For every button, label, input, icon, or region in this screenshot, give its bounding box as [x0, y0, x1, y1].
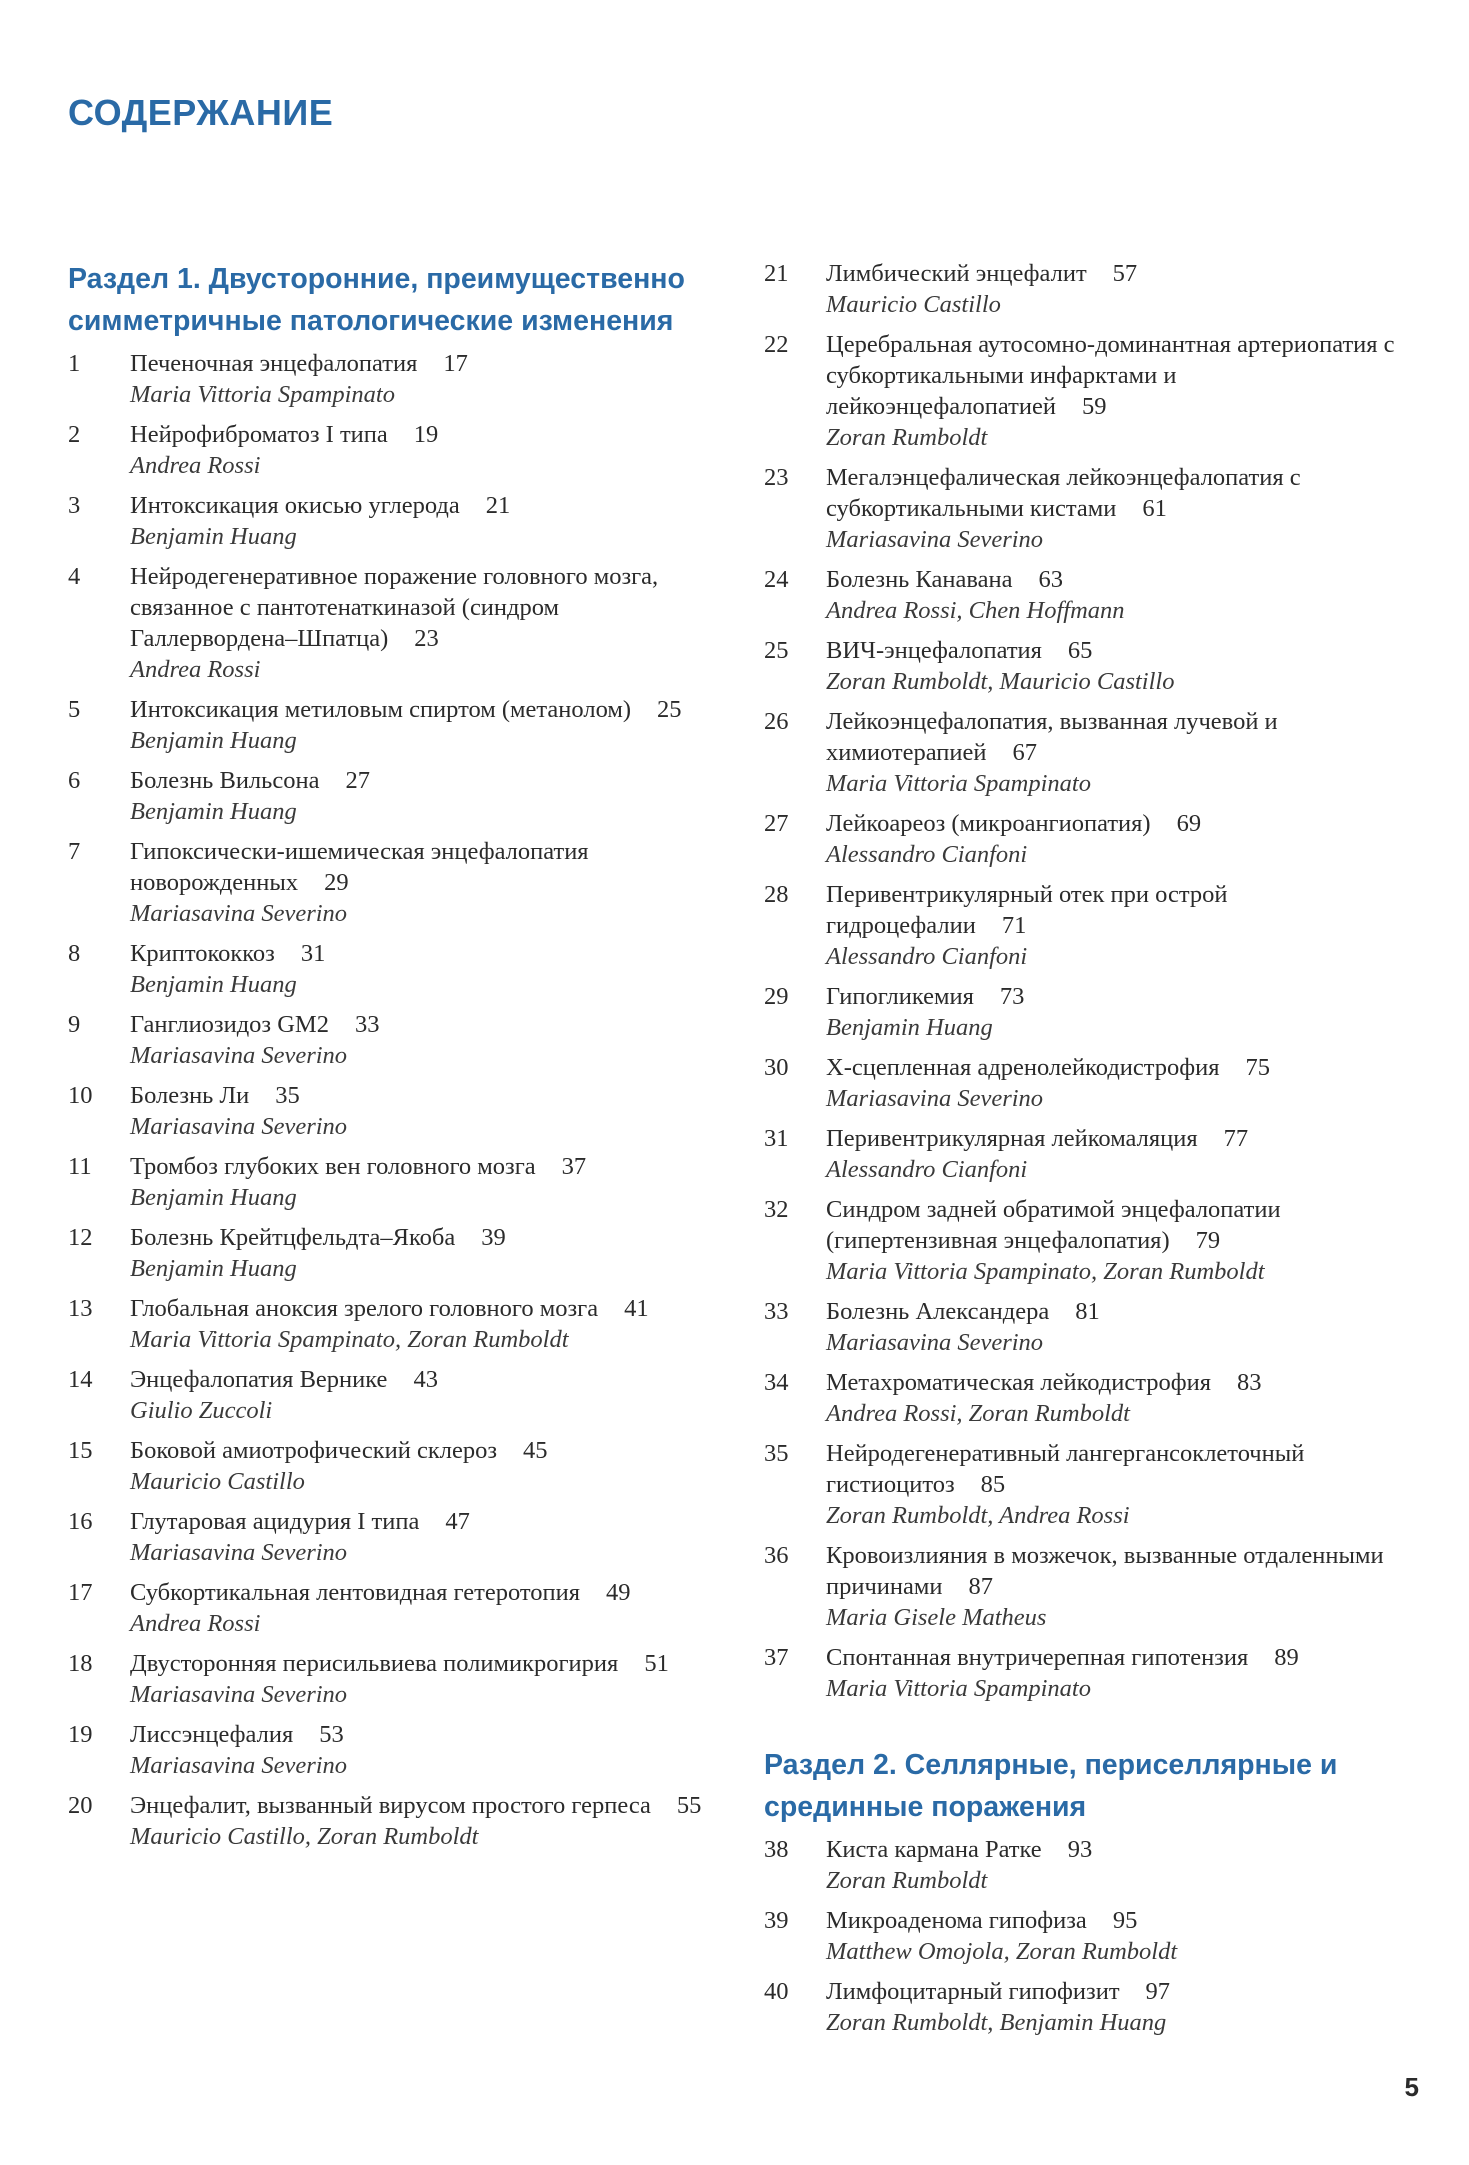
entry-body	[130, 419, 708, 481]
entry-title-line	[130, 1648, 708, 1679]
entry-page-number[interactable]: 63	[1038, 566, 1063, 593]
entry-number: 18	[68, 1650, 93, 1677]
entry-title-line	[826, 1194, 1404, 1256]
entry-number: 33	[764, 1298, 789, 1325]
entry-number: 11	[68, 1153, 92, 1180]
entry-number: 34	[764, 1369, 789, 1396]
entry-number: 35	[764, 1440, 789, 1467]
entry-number: 25	[764, 637, 789, 664]
entry-body	[130, 765, 708, 827]
section-heading: Раздел 2. Селлярные, периселлярные и срединные поражения	[764, 1749, 1338, 1823]
entry-page-number[interactable]: 97	[1145, 1978, 1171, 2005]
entry-number: 22	[764, 331, 789, 358]
entry-authors: Benjamin Huang	[130, 971, 297, 998]
toc-entry	[68, 348, 708, 410]
toc-entry	[764, 258, 1404, 320]
entry-title: Перивентрикулярная лейкомаляция	[826, 1125, 1198, 1152]
entry-title: Нейродегенеративное поражение головного мозга, связанное с пантотенаткиназой (синдром Галлервордена–Шпатца)	[130, 563, 659, 652]
toc-entry	[68, 938, 708, 1000]
entry-authors: Mariasavina Severino	[130, 1539, 348, 1566]
toc-entry	[764, 981, 1404, 1043]
toc-entry	[764, 1052, 1404, 1114]
entry-authors: Mariasavina Severino	[826, 1329, 1044, 1356]
entry-authors: Alessandro Cianfoni	[826, 841, 1028, 868]
entry-authors: Mauricio Castillo	[130, 1468, 305, 1495]
entry-title: Микроаденома гипофиза	[826, 1907, 1087, 1934]
entry-number: 36	[764, 1542, 789, 1569]
toc-entry	[764, 1296, 1404, 1358]
entry-number: 39	[764, 1907, 789, 1934]
entry-body	[826, 981, 1404, 1043]
entry-number: 13	[68, 1295, 93, 1322]
entry-title: Нейродегенеративный лангергансоклеточный гистиоцитоз	[826, 1440, 1305, 1498]
toc-entry	[764, 635, 1404, 697]
entry-title: Болезнь Канавана	[826, 566, 1013, 593]
entry-authors: Zoran Rumboldt, Benjamin Huang	[826, 2009, 1167, 2036]
entry-authors: Mariasavina Severino	[130, 1681, 348, 1708]
entry-title: Тромбоз глубоких вен головного мозга	[130, 1153, 536, 1180]
entry-title: Глобальная аноксия зрелого головного мозга	[130, 1295, 599, 1322]
toc-entry	[764, 1976, 1404, 2038]
entry-title: Спонтанная внутричерепная гипотензия	[826, 1644, 1249, 1671]
entry-number: 12	[68, 1224, 93, 1251]
entry-authors: Maria Vittoria Spampinato, Zoran Rumboldt	[826, 1258, 1265, 1285]
entry-title-line	[826, 879, 1404, 941]
entry-page-number[interactable]: 81	[1075, 1298, 1100, 1325]
entry-page-number[interactable]: 21	[485, 492, 511, 519]
entry-number: 1	[68, 350, 81, 377]
entry-title: Субкортикальная лентовидная гетеротопия	[130, 1579, 581, 1606]
toc-entry	[68, 765, 708, 827]
entry-number: 9	[68, 1011, 81, 1038]
entry-page-number[interactable]: 29	[324, 869, 349, 896]
toc-entry	[68, 1293, 708, 1355]
entry-page-number[interactable]: 69	[1176, 810, 1202, 837]
toc-entry	[764, 808, 1404, 870]
entry-authors: Benjamin Huang	[130, 1255, 297, 1282]
entry-number: 2	[68, 421, 81, 448]
entry-title: Нейрофиброматоз I типа	[130, 421, 388, 448]
entry-body	[130, 1648, 708, 1710]
entry-title: Церебральная аутосомно-доминантная артериопатия с субкортикальными инфарктами и лейкоэнцефалопатией	[826, 331, 1395, 420]
entry-authors: Andrea Rossi, Chen Hoffmann	[826, 597, 1125, 624]
entry-authors: Alessandro Cianfoni	[826, 1156, 1028, 1183]
entry-body	[130, 1364, 708, 1426]
entry-body	[826, 879, 1404, 972]
entry-title-line	[826, 1642, 1404, 1673]
entry-authors: Maria Vittoria Spampinato	[826, 770, 1091, 797]
entry-body	[826, 1540, 1404, 1633]
entry-authors: Mariasavina Severino	[130, 900, 348, 927]
entry-title: Лимбический энцефалит	[826, 260, 1087, 287]
entry-authors: Mauricio Castillo	[826, 291, 1001, 318]
entry-page-number[interactable]: 61	[1142, 495, 1167, 522]
entry-authors: Zoran Rumboldt	[826, 1867, 988, 1894]
entry-body	[130, 561, 708, 685]
toc-column-right	[764, 258, 1404, 2047]
entry-body	[130, 694, 708, 756]
entry-title-line	[130, 348, 708, 379]
entry-body	[826, 635, 1404, 697]
toc-entry	[764, 1642, 1404, 1704]
entry-authors: Mariasavina Severino	[130, 1752, 348, 1779]
entry-title-line	[826, 1123, 1404, 1154]
entry-title-line	[130, 561, 708, 654]
entry-title-line	[130, 1719, 708, 1750]
entry-page-number[interactable]: 41	[624, 1295, 649, 1322]
entry-title: Печеночная энцефалопатия	[130, 350, 418, 377]
toc-entry	[68, 1080, 708, 1142]
entry-title-line	[826, 1052, 1404, 1083]
toc-entry	[764, 1540, 1404, 1633]
entry-title: Энцефалит, вызванный вирусом простого герпеса	[130, 1792, 651, 1819]
entry-title-line	[130, 1577, 708, 1608]
entry-number: 3	[68, 492, 81, 519]
entry-body	[826, 1194, 1404, 1287]
entry-body	[130, 1435, 708, 1497]
entry-number: 28	[764, 881, 789, 908]
entry-title-line	[826, 1905, 1404, 1936]
toc-entry	[68, 1506, 708, 1568]
entry-body	[130, 1080, 708, 1142]
entry-title: Болезнь Вильсона	[130, 767, 320, 794]
entry-page-number[interactable]: 87	[968, 1573, 994, 1600]
entry-page-number[interactable]: 47	[445, 1508, 470, 1535]
entry-number: 15	[68, 1437, 93, 1464]
entry-title: Киста кармана Ратке	[826, 1836, 1042, 1863]
entry-authors: Alessandro Cianfoni	[826, 943, 1028, 970]
entry-title: Ганглиозидоз GM2	[130, 1011, 329, 1038]
entry-page-number[interactable]: 51	[644, 1650, 669, 1677]
toc-entry	[68, 836, 708, 929]
toc-entry	[764, 564, 1404, 626]
entry-title: ВИЧ-энцефалопатия	[826, 637, 1042, 664]
entry-body	[826, 1976, 1404, 2038]
entry-number: 30	[764, 1054, 789, 1081]
entry-title-line	[826, 808, 1404, 839]
entry-number: 6	[68, 767, 81, 794]
entry-body	[130, 836, 708, 929]
toc-entry	[764, 1834, 1404, 1896]
entry-authors: Maria Vittoria Spampinato	[826, 1675, 1091, 1702]
entry-body	[130, 490, 708, 552]
entry-title-line	[130, 1293, 708, 1324]
entry-authors: Matthew Omojola, Zoran Rumboldt	[826, 1938, 1178, 1965]
entry-title-line	[130, 1364, 708, 1395]
entry-title: Болезнь Ли	[130, 1082, 250, 1109]
entry-title: Лиссэнцефалия	[130, 1721, 294, 1748]
toc-entry	[764, 879, 1404, 972]
entry-title-line	[826, 1367, 1404, 1398]
entry-page-number[interactable]: 33	[354, 1011, 380, 1038]
entry-page-number[interactable]: 25	[657, 696, 682, 723]
entry-number: 21	[764, 260, 789, 287]
entry-page-number[interactable]: 19	[413, 421, 439, 448]
entry-title-line	[130, 836, 708, 898]
entry-body	[130, 938, 708, 1000]
entry-page-number[interactable]: 59	[1081, 393, 1107, 420]
entry-title: Кровоизлияния в мозжечок, вызванные отдаленными причинами	[826, 1542, 1384, 1600]
entry-title: Гипогликемия	[826, 983, 974, 1010]
toc-entry	[764, 706, 1404, 799]
entry-title: Глутаровая ацидурия I типа	[130, 1508, 420, 1535]
toc-entry	[764, 1438, 1404, 1531]
entry-number: 20	[68, 1792, 93, 1819]
entry-number: 8	[68, 940, 81, 967]
entry-body	[130, 1293, 708, 1355]
entry-body	[826, 1834, 1404, 1896]
entry-page-number[interactable]: 27	[345, 767, 370, 794]
entry-authors: Maria Gisele Matheus	[826, 1604, 1047, 1631]
entry-number: 10	[68, 1082, 93, 1109]
entry-body	[826, 1905, 1404, 1967]
entry-page-number[interactable]: 83	[1237, 1369, 1262, 1396]
toc-entry	[68, 1648, 708, 1710]
entry-page-number[interactable]: 85	[980, 1471, 1006, 1498]
toc-entry	[764, 1905, 1404, 1967]
entry-page-number[interactable]: 35	[275, 1082, 300, 1109]
entry-authors: Benjamin Huang	[130, 523, 297, 550]
entry-authors: Benjamin Huang	[130, 1184, 297, 1211]
entry-number: 17	[68, 1579, 93, 1606]
entry-title: Болезнь Александера	[826, 1298, 1050, 1325]
entry-page-number[interactable]: 17	[443, 350, 468, 377]
entry-page-number[interactable]: 79	[1195, 1227, 1221, 1254]
toc-column-left	[68, 258, 708, 1861]
entry-body	[130, 1009, 708, 1071]
toc-entry	[68, 1577, 708, 1639]
entry-body	[826, 1642, 1404, 1704]
entry-authors: Zoran Rumboldt, Andrea Rossi	[826, 1502, 1130, 1529]
entry-title: Болезнь Крейтцфельдта–Якоба	[130, 1224, 456, 1251]
entry-title-line	[826, 981, 1404, 1012]
toc-entry	[68, 1364, 708, 1426]
entry-number: 4	[68, 563, 81, 590]
toc-entry	[68, 490, 708, 552]
entry-title-line	[130, 1506, 708, 1537]
entry-title-line	[826, 462, 1404, 524]
entry-page-number[interactable]: 53	[319, 1721, 344, 1748]
entry-title: Боковой амиотрофический склероз	[130, 1437, 498, 1464]
entry-title: Мегалэнцефалическая лейкоэнцефалопатия с субкортикальными кистами	[826, 464, 1301, 522]
entry-title-line	[826, 1834, 1404, 1865]
entry-number: 16	[68, 1508, 93, 1535]
entry-title-line	[130, 938, 708, 969]
entry-page-number[interactable]: 23	[414, 625, 439, 652]
entry-body	[826, 1123, 1404, 1185]
entry-body	[130, 1222, 708, 1284]
entry-title-line	[130, 1222, 708, 1253]
entry-page-number[interactable]: 39	[481, 1224, 506, 1251]
entry-title: Перивентрикулярный отек при острой гидроцефалии	[826, 881, 1228, 939]
entry-body	[826, 1052, 1404, 1114]
entry-title-line	[130, 419, 708, 450]
entry-title-line	[130, 694, 708, 725]
entry-title-line	[826, 1976, 1404, 2007]
toc-entry	[68, 1009, 708, 1071]
entry-authors: Andrea Rossi, Zoran Rumboldt	[826, 1400, 1130, 1427]
entry-page-number[interactable]: 73	[999, 983, 1025, 1010]
entry-title: Криптококкоз	[130, 940, 275, 967]
entry-title: Энцефалопатия Вернике	[130, 1366, 388, 1393]
entry-page-number[interactable]: 89	[1274, 1644, 1299, 1671]
entry-authors: Benjamin Huang	[826, 1014, 993, 1041]
entry-title-line	[130, 1151, 708, 1182]
entry-authors: Andrea Rossi	[130, 656, 261, 683]
entry-page-number[interactable]: 31	[300, 940, 326, 967]
entry-page-number[interactable]: 49	[606, 1579, 631, 1606]
entry-title-line	[826, 258, 1404, 289]
entry-authors: Mariasavina Severino	[826, 1085, 1044, 1112]
entry-title-line	[130, 765, 708, 796]
entry-page-number[interactable]: 43	[413, 1366, 438, 1393]
entry-page-number[interactable]: 55	[676, 1792, 702, 1819]
entry-page-number[interactable]: 67	[1012, 739, 1037, 766]
entry-title-line	[130, 1435, 708, 1466]
toc-entry	[764, 1123, 1404, 1185]
toc-entry	[68, 561, 708, 685]
entry-body	[130, 1151, 708, 1213]
entry-authors: Giulio Zuccoli	[130, 1397, 273, 1424]
entry-authors: Maria Vittoria Spampinato	[130, 381, 395, 408]
page-number: 5	[1404, 2072, 1419, 2102]
entry-title-line	[130, 1790, 708, 1821]
entry-body	[826, 1367, 1404, 1429]
entry-number: 29	[764, 983, 789, 1010]
entry-authors: Benjamin Huang	[130, 798, 297, 825]
entry-authors: Zoran Rumboldt	[826, 424, 988, 451]
entry-authors: Maria Vittoria Spampinato, Zoran Rumboldt	[130, 1326, 569, 1353]
toc-entry	[764, 329, 1404, 453]
entry-number: 31	[764, 1125, 789, 1152]
entry-title-line	[130, 490, 708, 521]
entry-authors: Mauricio Castillo, Zoran Rumboldt	[130, 1823, 479, 1850]
entry-authors: Andrea Rossi	[130, 1610, 261, 1637]
entry-body	[826, 329, 1404, 453]
entry-body	[826, 1438, 1404, 1531]
entry-page-number[interactable]: 65	[1067, 637, 1093, 664]
toc-entry	[68, 694, 708, 756]
toc-entry	[68, 419, 708, 481]
entry-title: Двусторонняя перисильвиева полимикрогирия	[130, 1650, 619, 1677]
toc-entry	[68, 1790, 708, 1852]
entry-number: 5	[68, 696, 81, 723]
entry-title: Интоксикация окисью углерода	[130, 492, 460, 519]
entry-page-number[interactable]: 57	[1112, 260, 1138, 287]
entry-authors: Zoran Rumboldt, Mauricio Castillo	[826, 668, 1175, 695]
entry-title-line	[826, 564, 1404, 595]
entry-title: Синдром задней обратимой энцефалопатии (гипертензивная энцефалопатия)	[826, 1196, 1281, 1254]
entry-number: 38	[764, 1836, 789, 1863]
entry-page-number[interactable]: 77	[1223, 1125, 1249, 1152]
entry-body	[826, 1296, 1404, 1358]
entry-title: Лейкоэнцефалопатия, вызванная лучевой и химиотерапией	[826, 708, 1278, 766]
entry-body	[130, 1719, 708, 1781]
entry-number: 14	[68, 1366, 93, 1393]
entry-number: 23	[764, 464, 789, 491]
entry-title: X-сцепленная адренолейкодистрофия	[826, 1054, 1220, 1081]
entry-title-line	[826, 635, 1404, 666]
entry-body	[130, 1577, 708, 1639]
entry-authors: Mariasavina Severino	[130, 1042, 348, 1069]
page-title: СОДЕРЖАНИЕ	[68, 92, 334, 134]
toc-entry	[764, 1194, 1404, 1287]
toc-entry	[68, 1151, 708, 1213]
entry-authors: Mariasavina Severino	[130, 1113, 348, 1140]
entry-number: 26	[764, 708, 789, 735]
entry-body	[826, 808, 1404, 870]
entry-number: 7	[68, 838, 81, 865]
entry-authors: Mariasavina Severino	[826, 526, 1044, 553]
entry-title-line	[826, 329, 1404, 422]
entry-title-line	[826, 1296, 1404, 1327]
entry-authors: Benjamin Huang	[130, 727, 297, 754]
entry-page-number[interactable]: 75	[1245, 1054, 1271, 1081]
entry-body	[130, 1790, 708, 1852]
entry-title-line	[826, 706, 1404, 768]
entry-number: 27	[764, 810, 789, 837]
entry-number: 19	[68, 1721, 93, 1748]
toc-entry	[764, 462, 1404, 555]
entry-title: Метахроматическая лейкодистрофия	[826, 1369, 1212, 1396]
toc-entry	[68, 1719, 708, 1781]
entry-body	[826, 706, 1404, 799]
entry-page-number[interactable]: 45	[523, 1437, 548, 1464]
entry-page-number[interactable]: 93	[1067, 1836, 1093, 1863]
entry-title: Лейкоареоз (микроангиопатия)	[826, 810, 1151, 837]
entry-number: 37	[764, 1644, 789, 1671]
entry-title: Лимфоцитарный гипофизит	[826, 1978, 1120, 2005]
entry-authors: Andrea Rossi	[130, 452, 261, 479]
entry-body	[130, 1506, 708, 1568]
entry-page-number[interactable]: 95	[1112, 1907, 1138, 1934]
toc-entry	[68, 1222, 708, 1284]
entry-body	[130, 348, 708, 410]
entry-number: 24	[764, 566, 789, 593]
entry-number: 32	[764, 1196, 789, 1223]
section-heading: Раздел 1. Двусторонние, преимущественно симметричные патологические изменения	[68, 263, 685, 337]
toc-entry	[764, 1367, 1404, 1429]
entry-body	[826, 564, 1404, 626]
entry-title: Интоксикация метиловым спиртом (метанолом)	[130, 696, 632, 723]
entry-title-line	[130, 1009, 708, 1040]
entry-body	[826, 258, 1404, 320]
entry-page-number[interactable]: 71	[1001, 912, 1027, 939]
entry-title: Гипоксически-ишемическая энцефалопатия новорожденных	[130, 838, 589, 896]
toc-entry	[68, 1435, 708, 1497]
entry-title-line	[826, 1438, 1404, 1500]
entry-page-number[interactable]: 37	[561, 1153, 587, 1180]
entry-title-line	[130, 1080, 708, 1111]
entry-number: 40	[764, 1978, 789, 2005]
entry-title-line	[826, 1540, 1404, 1602]
entry-body	[826, 462, 1404, 555]
